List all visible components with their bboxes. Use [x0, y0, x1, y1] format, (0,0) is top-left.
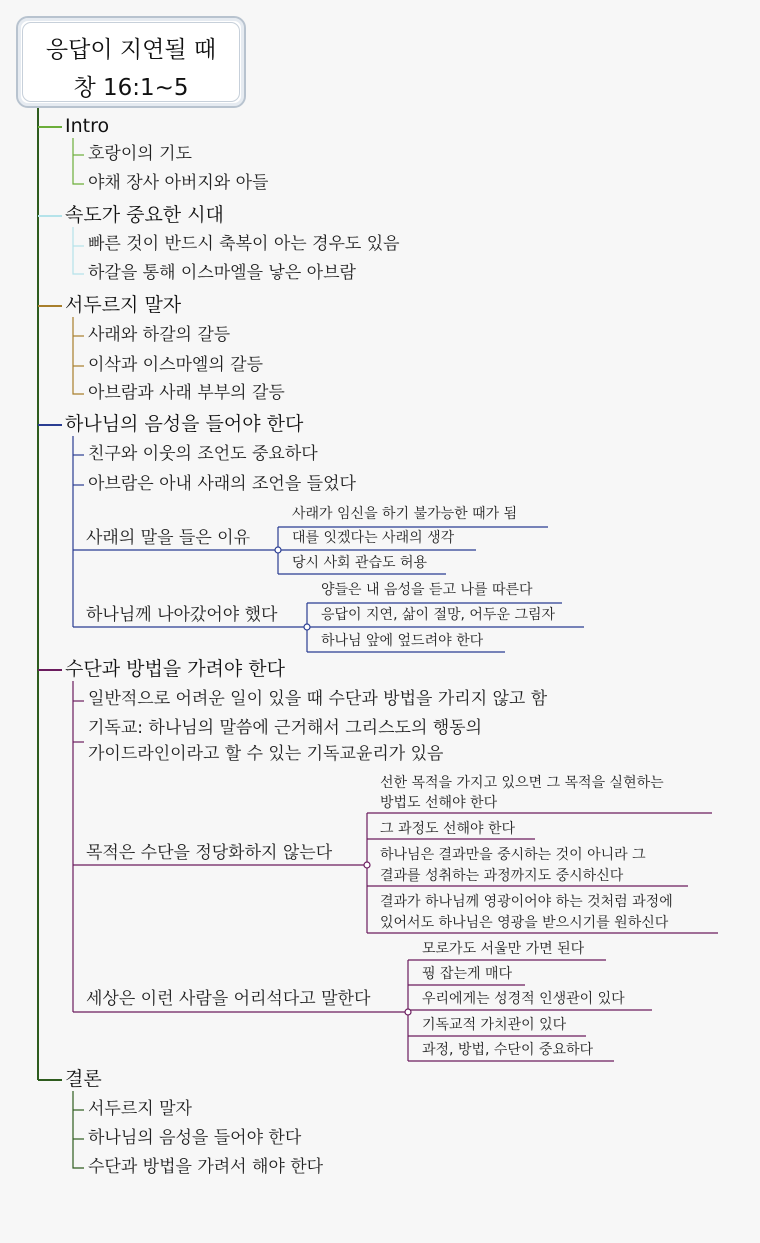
means-item[interactable]: 일반적으로 어려운 일이 있을 때 수단과 방법을 가리지 않고 함	[88, 689, 548, 709]
hurry-item[interactable]: 이삭과 이스마엘의 갈등	[88, 355, 264, 375]
hurry-item[interactable]: 아브람과 사래 부부의 갈등	[88, 383, 285, 403]
reason-item[interactable]: 당시 사회 관습도 허용	[292, 555, 428, 571]
voice-item[interactable]: 아브람은 아내 사래의 조언을 들었다	[88, 474, 356, 494]
purpose-item-line2[interactable]: 있어서도 하나님은 영광을 받으시기를 원하신다	[380, 915, 669, 931]
world-item[interactable]: 우리에게는 성경적 인생관이 있다	[422, 991, 625, 1007]
branch-intro[interactable]: Intro	[65, 115, 110, 137]
intro-item[interactable]: 야채 장사 아버지와 아들	[88, 173, 269, 193]
branch-voice[interactable]: 하나님의 음성을 들어야 한다	[65, 413, 304, 435]
means-item-line1[interactable]: 기독교: 하나님의 말씀에 근거해서 그리스도의 행동의	[88, 718, 483, 738]
voice-item[interactable]: 친구와 이웃의 조언도 중요하다	[88, 444, 318, 464]
conclusion-item[interactable]: 하나님의 음성을 들어야 한다	[88, 1128, 302, 1148]
speed-item[interactable]: 빠른 것이 반드시 축복이 아는 경우도 있음	[88, 234, 400, 254]
world-item[interactable]: 과정, 방법, 수단이 중요하다	[422, 1042, 594, 1058]
reason-item[interactable]: 대를 잇겠다는 사래의 생각	[292, 530, 455, 546]
conclusion-item[interactable]: 수단과 방법을 가려서 해야 한다	[88, 1157, 324, 1177]
voice-approach-topic[interactable]: 하나님께 나아갔어야 했다	[86, 605, 278, 625]
purpose-item-line2[interactable]: 결과를 성취하는 과정까지도 중시하신다	[380, 868, 624, 884]
means-world-topic[interactable]: 세상은 이런 사람을 어리석다고 말한다	[86, 989, 371, 1009]
branch-speed[interactable]: 속도가 중요한 시대	[65, 204, 224, 226]
intro-item[interactable]: 호랑이의 기도	[88, 144, 192, 164]
approach-item[interactable]: 응답이 지연, 삶이 절망, 어두운 그림자	[321, 607, 556, 623]
reason-item[interactable]: 사래가 임신을 하기 불가능한 때가 됨	[292, 506, 518, 522]
world-item[interactable]: 기독교적 가치관이 있다	[422, 1017, 567, 1033]
purpose-item[interactable]: 그 과정도 선해야 한다	[380, 821, 516, 837]
branch-means[interactable]: 수단과 방법을 가려야 한다	[65, 658, 286, 680]
world-item[interactable]: 꿩 잡는게 매다	[422, 966, 513, 982]
root-title: 응답이 지연될 때	[45, 37, 217, 63]
conclusion-item[interactable]: 서두르지 말자	[88, 1099, 192, 1119]
voice-reason-topic[interactable]: 사래의 말을 들은 이유	[86, 528, 251, 548]
speed-item[interactable]: 하갈을 통해 이스마엘을 낳은 아브람	[88, 263, 356, 283]
branch-hurry[interactable]: 서두르지 말자	[65, 294, 182, 316]
means-purpose-topic[interactable]: 목적은 수단을 정당화하지 않는다	[86, 843, 333, 863]
purpose-item-line1[interactable]: 선한 목적을 가지고 있으면 그 목적을 실현하는	[380, 775, 664, 791]
approach-item[interactable]: 양들은 내 음성을 듣고 나를 따른다	[321, 582, 533, 598]
world-item[interactable]: 모로가도 서울만 가면 된다	[422, 941, 585, 957]
purpose-item-line2[interactable]: 방법도 선해야 한다	[380, 795, 498, 811]
means-item-line2[interactable]: 가이드라인이라고 할 수 있는 기독교윤리가 있음	[88, 744, 444, 764]
purpose-item-line1[interactable]: 결과가 하나님께 영광이어야 하는 것처럼 과정에	[380, 894, 673, 910]
root-subtitle: 창 16:1~5	[73, 75, 189, 101]
hurry-item[interactable]: 사래와 하갈의 갈등	[88, 325, 231, 345]
branch-conclusion[interactable]: 결론	[65, 1068, 102, 1090]
root-topic[interactable]	[16, 16, 246, 108]
purpose-item-line1[interactable]: 하나님은 결과만을 중시하는 것이 아니라 그	[380, 847, 646, 863]
approach-item[interactable]: 하나님 앞에 엎드려야 한다	[321, 633, 484, 649]
